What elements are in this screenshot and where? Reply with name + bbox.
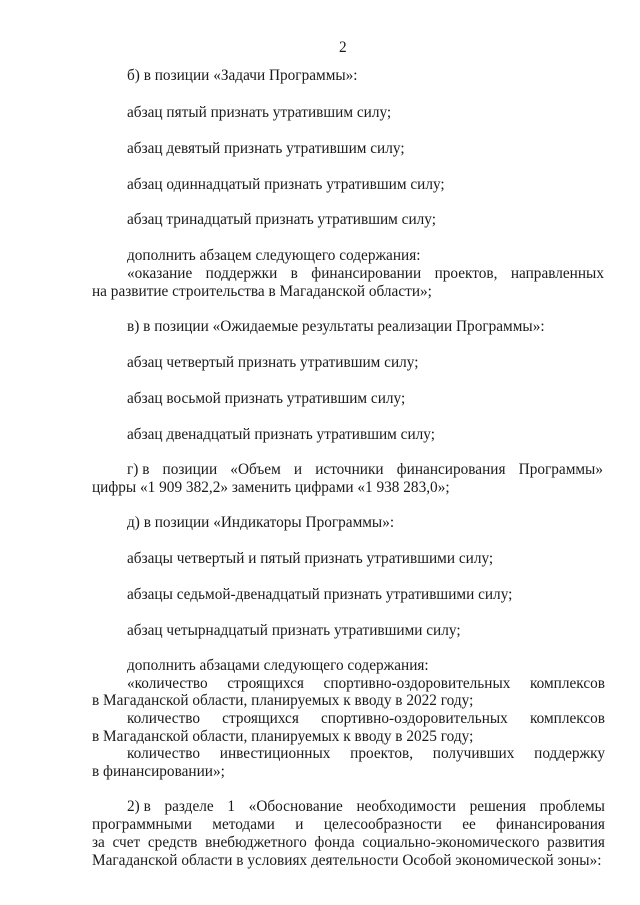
paragraph-b-item-2: абзац девятый признать утратившим силу; <box>127 140 405 157</box>
paragraph-v-item-3: абзац двенадцатый признать утратившим силу; <box>127 426 435 443</box>
word: поддержки <box>205 265 278 282</box>
word: внебюджетного <box>205 834 307 851</box>
word: целесообразности <box>323 816 442 833</box>
word: количество <box>127 745 201 762</box>
word: «количество <box>127 675 208 692</box>
paragraph-2-line-1 <box>127 798 605 816</box>
paragraph-d-quote-2-line-2: в Магаданской области, планируемых к вводу в 2025 году; <box>92 728 474 745</box>
word: финансирования <box>396 461 506 478</box>
paragraph-2-line-4: Магаданской области в условиях деятельности Особой экономической зоны»: <box>92 852 602 869</box>
word: 2) в <box>127 798 151 815</box>
word: развития <box>547 834 605 851</box>
word: получивших <box>432 745 515 762</box>
word: финансировании <box>311 265 422 282</box>
word: Программы» <box>518 461 603 478</box>
word: средств <box>147 834 198 851</box>
word: строящихся <box>222 710 299 727</box>
word: и <box>295 816 304 833</box>
word: ее <box>462 816 476 833</box>
word: и <box>293 461 303 478</box>
paragraph-d-heading: д) в позиции «Индикаторы Программы»: <box>127 514 395 531</box>
paragraph-g-line-2: цифры «1 909 382,2» заменить цифрами «1 938 283,0»; <box>92 479 450 496</box>
paragraph-b-quote-line-2: на развитие строительства в Магаданской области»; <box>92 283 432 300</box>
paragraph-b-item-5: дополнить абзацем следующего содержания: <box>127 247 421 264</box>
word: счет <box>112 834 141 851</box>
word: позиции <box>162 461 218 478</box>
word: 1 <box>227 798 235 815</box>
word: решения <box>469 798 526 815</box>
paragraph-d-item-4: дополнить абзацами следующего содержания: <box>127 657 429 674</box>
word: проектов, <box>434 265 498 282</box>
word: социально-экономического <box>362 834 540 851</box>
word: необходимости <box>356 798 456 815</box>
word: «Обоснование <box>248 798 343 815</box>
word: комплексов <box>529 710 605 727</box>
word: за <box>92 834 105 851</box>
word: проблемы <box>539 798 605 815</box>
word: проектов, <box>350 745 414 762</box>
word: фонда <box>314 834 355 851</box>
paragraph-2-line-2 <box>92 816 605 834</box>
paragraph-v-heading: в) в позиции «Ожидаемые результаты реализации Программы»: <box>127 318 545 335</box>
word: «Объем <box>230 461 281 478</box>
word: разделе <box>164 798 214 815</box>
paragraph-d-quote-2-line-1 <box>127 710 605 728</box>
paragraph-d-quote-3-line-2: в финансировании»; <box>92 763 225 780</box>
paragraph-d-quote-1-line-2: в Магаданской области, планируемых к вводу в 2022 году; <box>92 692 474 709</box>
paragraph-d-item-1: абзацы четвертый и пятый признать утратившими силу; <box>127 550 494 567</box>
word: программными <box>92 816 192 833</box>
word: г) в <box>127 461 150 478</box>
paragraph-d-quote-1-line-1 <box>127 675 605 693</box>
paragraph-b-heading: б) в позиции «Задачи Программы»: <box>127 67 358 84</box>
paragraph-b-quote-line-1 <box>127 265 604 283</box>
paragraph-b-item-3: абзац одиннадцатый признать утратившим силу; <box>127 176 445 193</box>
word: методами <box>212 816 275 833</box>
word: количество <box>127 710 201 727</box>
word: спортивно-оздоровительных <box>320 710 508 727</box>
word: направленных <box>510 265 604 282</box>
word: «оказание <box>127 265 193 282</box>
word: финансирования <box>496 816 605 833</box>
word: в <box>290 265 298 282</box>
paragraph-b-item-1: абзац пятый признать утратившим силу; <box>127 104 392 121</box>
word: источники <box>315 461 384 478</box>
paragraph-d-quote-3-line-1 <box>127 745 605 763</box>
paragraph-v-item-2: абзац восьмой признать утратившим силу; <box>127 390 406 407</box>
word: инвестиционных <box>219 745 331 762</box>
paragraph-b-item-4: абзац тринадцатый признать утратившим силу; <box>127 211 436 228</box>
paragraph-v-item-1: абзац четвертый признать утратившим силу; <box>127 354 419 371</box>
paragraph-g-line-1 <box>127 461 603 479</box>
word: комплексов <box>529 675 605 692</box>
word: спортивно-оздоровительных <box>323 675 511 692</box>
page-number: 2 <box>339 39 347 56</box>
word: строящихся <box>227 675 304 692</box>
word: поддержку <box>534 745 605 762</box>
paragraph-2-line-3 <box>92 834 605 852</box>
paragraph-d-item-2: абзацы седьмой-двенадцатый признать утратившими силу; <box>127 586 513 603</box>
paragraph-d-item-3: абзац четырнадцатый признать утратившими силу; <box>127 622 461 639</box>
